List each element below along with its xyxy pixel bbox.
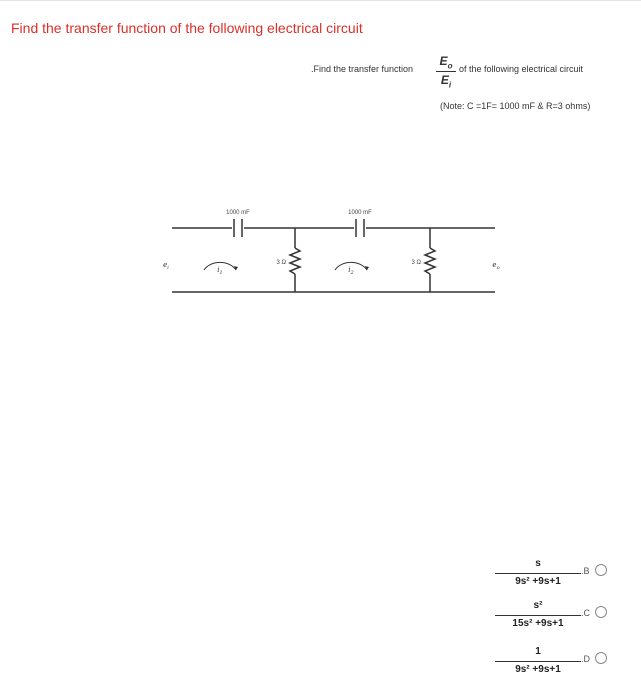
option-b-numerator: s [535,558,541,569]
option-c-fraction [495,600,581,629]
output-voltage-label: $e_o$ [492,261,500,271]
transfer-function-fraction [436,54,456,90]
circuit-diagram [140,200,500,300]
option-c-numerator: s² [533,600,543,611]
loop1-arrow-icon [204,262,236,270]
r1-label: 3 Ω [276,260,286,266]
resistor-1 [290,228,300,292]
loop2-arrow-icon [335,262,367,270]
option-b-fraction-bar [495,573,581,574]
option-d-letter: .D [581,654,590,664]
option-b[interactable] [495,558,615,594]
option-d[interactable] [495,646,615,682]
loop2-label: $i_2$ [348,266,354,276]
prompt-text-before: .Find the transfer function [311,64,414,74]
option-c-radio[interactable] [595,606,607,618]
prompt-text-after: of the following electrical circuit [459,64,584,74]
cap1-label: 1000 mF [226,210,250,216]
option-b-radio[interactable] [595,564,607,576]
option-b-letter: .B [581,566,590,576]
option-c-fraction-bar [495,615,581,616]
option-d-numerator: 1 [535,646,541,657]
fraction-bar [436,71,456,72]
question-title: Find the transfer function of the following electrical circuit [11,20,363,36]
option-d-fraction-bar [495,661,581,662]
option-d-denominator: 9s² +9s+1 [515,664,561,675]
input-voltage-label: $e_i$ [163,261,169,271]
r2-label: 3 Ω [411,260,421,266]
option-c-letter: .C [581,608,590,618]
option-b-denominator: 9s² +9s+1 [515,576,561,587]
option-c[interactable] [495,600,615,636]
capacitor-2 [356,219,364,237]
option-c-denominator: 15s² +9s+1 [512,618,564,629]
option-d-radio[interactable] [595,652,607,664]
loop1-label: $i_1$ [217,266,223,276]
option-d-fraction [495,646,581,675]
tf-numerator: $E_o$ [439,54,453,71]
question-note: (Note: C =1F= 1000 mF & R=3 ohms) [440,101,591,111]
top-divider [0,0,641,1]
tf-denominator: $E_i$ [440,73,452,90]
cap2-label: 1000 mF [348,210,372,216]
resistor-2 [425,228,435,292]
option-b-fraction [495,558,581,587]
capacitor-1 [234,219,242,237]
